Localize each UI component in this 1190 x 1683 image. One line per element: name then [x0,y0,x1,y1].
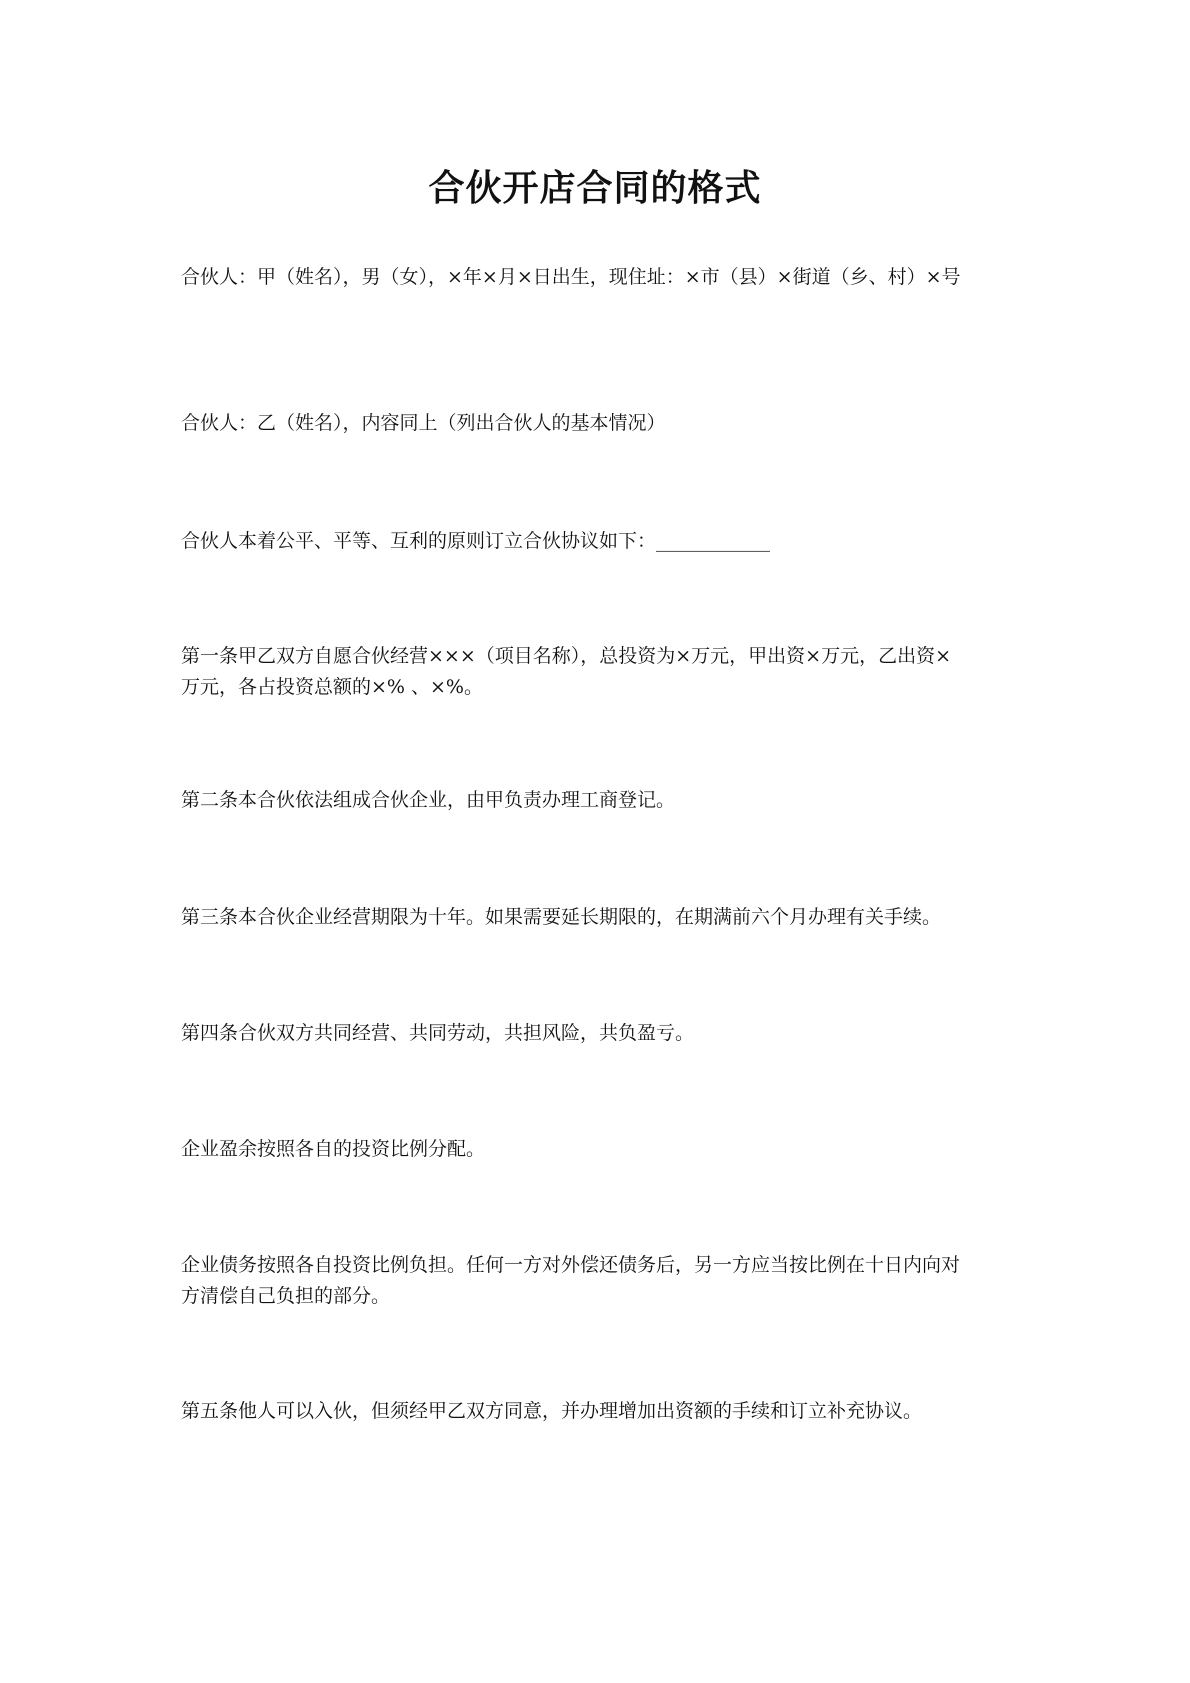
paragraph-partner-a: 合伙人：甲（姓名），男（女），×年×月×日出生，现住址：×市（县）×街道（乡、村）×号 [181,266,961,288]
paragraph-article-4: 第四条合伙双方共同经营、共同劳动，共担风险，共负盈亏。 [181,1022,695,1044]
paragraph-partner-b: 合伙人：乙（姓名），内容同上（列出合伙人的基本情况） [181,412,666,434]
paragraph-preamble: 合伙人本着公平、平等、互利的原则订立合伙协议如下：____________ [181,530,771,552]
paragraph-article-2: 第二条本合伙依法组成合伙企业，由甲负责办理工商登记。 [181,789,676,811]
paragraph-article-5: 第五条他人可以入伙，但须经甲乙双方同意，并办理增加出资额的手续和订立补充协议。 [181,1400,923,1422]
document-title: 合伙开店合同的格式 [428,167,762,209]
paragraph-article-1: 第一条甲乙双方自愿合伙经营×××（项目名称），总投资为×万元，甲出资×万元，乙出资×万元，各占投资总额的×% 、×%。 [181,645,952,698]
paragraph-profit: 企业盈余按照各自的投资比例分配。 [181,1138,486,1160]
paragraph-debt: 企业债务按照各自投资比例负担。任何一方对外偿还债务后，另一方应当按比例在十日内向对方清偿自己负担的部分。 [181,1254,961,1307]
paragraph-article-3: 第三条本合伙企业经营期限为十年。如果需要延长期限的，在期满前六个月办理有关手续。 [181,906,942,928]
